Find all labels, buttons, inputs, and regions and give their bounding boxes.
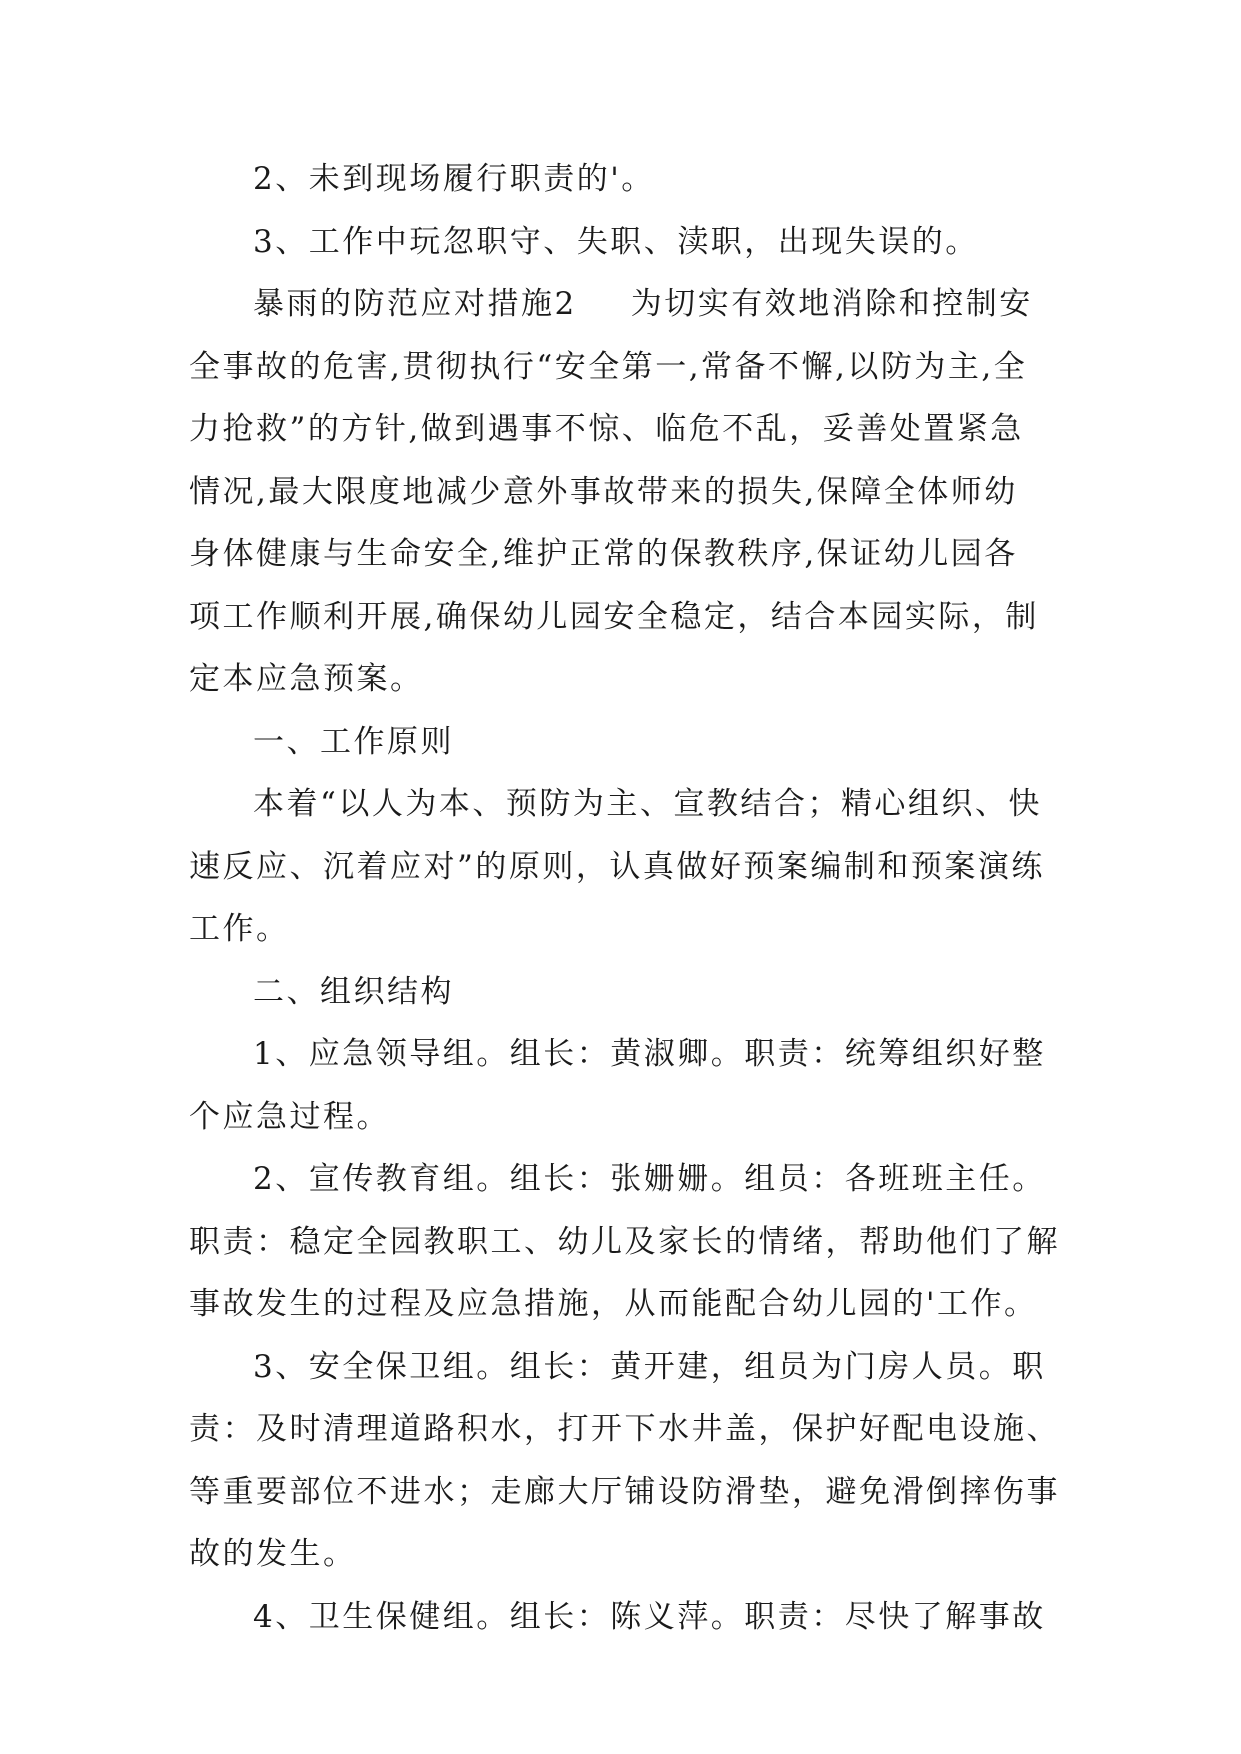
text-line: 事故发生的过程及应急措施，从而能配合幼儿园的'工作。 [189,1286,1038,1322]
text-line: 工作。 [189,911,290,947]
text-line: 职责：稳定全园教职工、幼儿及家长的情绪，帮助他们了解 [189,1223,1060,1260]
section-heading: 暴雨的防范应对措施2 [253,286,577,322]
text-line: 1、应急领导组。组长：黄淑卿。职责：统筹组织好整 [253,1036,1046,1072]
text-line: 情况,最大限度地减少意外事故带来的损失,保障全体师幼 [189,473,1018,510]
text-line: 4、卫生保健组。组长：陈义萍。职责：尽快了解事故 [253,1598,1046,1635]
text-line: 定本应急预案。 [189,661,424,697]
text-line: 2、未到现场履行职责的'。 [253,161,655,197]
section-continuation: 为切实有效地消除和控制安 [630,286,1033,322]
text-line: 等重要部位不进水；走廊大厅铺设防滑垫，避免滑倒摔伤事 [189,1473,1060,1510]
text-line: 项工作顺利开展,确保幼儿园安全稳定，结合本园实际，制 [189,598,1039,635]
text-line: 力抢救”的方针,做到遇事不惊、临危不乱，妥善处置紧急 [189,411,1024,447]
text-line-section-title [189,273,1059,336]
text-line: 责：及时清理道路积水，打开下水井盖，保护好配电设施、 [189,1411,1060,1447]
document-body [189,148,1059,1648]
text-line: 个应急过程。 [189,1098,390,1135]
text-line: 身体健康与生命安全,维护正常的保教秩序,保证幼儿园各 [189,536,1018,572]
text-line: 2、宣传教育组。组长：张姗姗。组员：各班班主任。 [253,1161,1046,1197]
text-line: 本着“以人为本、预防为主、宣教结合；精心组织、快 [253,786,1042,822]
heading-work-principles: 一、工作原则 [253,723,454,760]
text-line: 3、工作中玩忽职守、失职、渎职，出现失误的。 [253,223,979,260]
heading-organization: 二、组织结构 [253,973,454,1010]
text-line: 3、安全保卫组。组长：黄开建，组员为门房人员。职 [253,1348,1046,1385]
text-line: 故的发生。 [189,1536,357,1572]
text-line: 全事故的危害,贯彻执行“安全第一,常备不懈,以防为主,全 [189,348,1028,385]
text-line: 速反应、沉着应对”的原则，认真做好预案编制和预案演练 [189,848,1045,885]
